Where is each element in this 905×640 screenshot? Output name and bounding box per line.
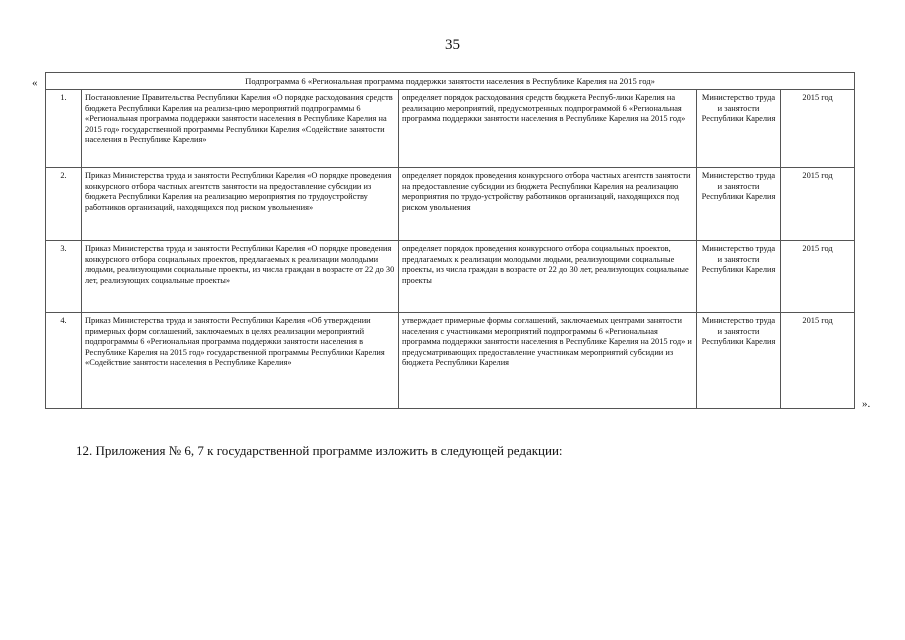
closing-quote-mark: ». — [862, 398, 871, 410]
subprogram-documents-table — [45, 72, 855, 409]
table-row — [46, 90, 855, 168]
table-row — [46, 313, 855, 409]
table-row — [46, 241, 855, 313]
responsible-ministry: Министерство труда и занятости Республики Карелия — [697, 241, 781, 313]
document-name: Приказ Министерства труда и занятости Республики Карелия «Об утверждении примерных форм соглашений, заключаемых в целях реализации мероприятий подпрограммы 6 «Региональная программа поддержки занятости населения в Республике Карелия на 2015 год» государственной программы Республики Карелия «Содействие занятости населения в Республике Карелия» — [82, 313, 399, 409]
responsible-ministry: Министерство труда и занятости Республики Карелия — [697, 313, 781, 409]
deadline-year: 2015 год — [781, 90, 855, 168]
document-purpose: определяет порядок проведения конкурсного отбора социальных проектов, предлагаемых к реализации молодыми людьми, реализующими социальные проекты, из числа граждан в возрасте от 22 до 30 лет, реализующих социальные проекты — [399, 241, 697, 313]
amendment-paragraph: 12. Приложения № 6, 7 к государственной программе изложить в следующей редакции: — [76, 443, 563, 458]
row-number: 4. — [46, 313, 82, 409]
responsible-ministry: Министерство труда и занятости Республики Карелия — [697, 90, 781, 168]
row-number: 2. — [46, 168, 82, 241]
responsible-ministry: Министерство труда и занятости Республики Карелия — [697, 168, 781, 241]
subprogram-title: Подпрограмма 6 «Региональная программа поддержки занятости населения в Республике Карелия на 2015 год» — [46, 73, 855, 90]
document-name: Постановление Правительства Республики Карелия «О порядке расходования средств бюджета Республики Карелия на реализа-цию мероприятий подпрограммы 6 «Региональная программа поддержки занятости населения в Республике Карелия на 2015 год» государственной программы Республики Карелия «Содействие занятости населения в Республике Карелия» — [82, 90, 399, 168]
document-purpose: утверждает примерные формы соглашений, заключаемых центрами занятости населения с участниками мероприятий подпрограммы 6 «Региональная программа поддержки занятости населения в Республике Карелия на 2015 год» и предусматривающих предоставление участникам мероприятий субсидии из бюджета Республики Карелия — [399, 313, 697, 409]
page-number: 35 — [445, 37, 460, 53]
table-title-row — [46, 73, 855, 90]
document-name: Приказ Министерства труда и занятости Республики Карелия «О порядке проведения конкурсного отбора социальных проектов, предлагаемых к реализации молодыми людьми, реализующими социальные проекты, из числа граждан в возрасте от 22 до 30 лет, реализующих социальные проекты» — [82, 241, 399, 313]
document-name: Приказ Министерства труда и занятости Республики Карелия «О порядке проведения конкурсного отбора частных агентств занятости на предоставление субсидии из бюджета Республики Карелия на реализацию мероприятия по трудоустройству работников организаций, находящихся под риском увольнения» — [82, 168, 399, 241]
opening-quote-mark: « — [32, 77, 38, 89]
table-row — [46, 168, 855, 241]
deadline-year: 2015 год — [781, 241, 855, 313]
row-number: 1. — [46, 90, 82, 168]
document-purpose: определяет порядок проведения конкурсного отбора частных агентств занятости на предоставление субсидии из бюджета Республики Карелия на реализацию мероприятия по трудо-устройству работников организаций, находящихся под риском увольнения — [399, 168, 697, 241]
document-purpose: определяет порядок расходования средств бюджета Респуб-лики Карелия на реализацию мероприятий, предусмотренных подпрограммой 6 «Региональная программа поддержки занятости населения в Республике Карелия на 2015 год» — [399, 90, 697, 168]
row-number: 3. — [46, 241, 82, 313]
deadline-year: 2015 год — [781, 168, 855, 241]
deadline-year: 2015 год — [781, 313, 855, 409]
